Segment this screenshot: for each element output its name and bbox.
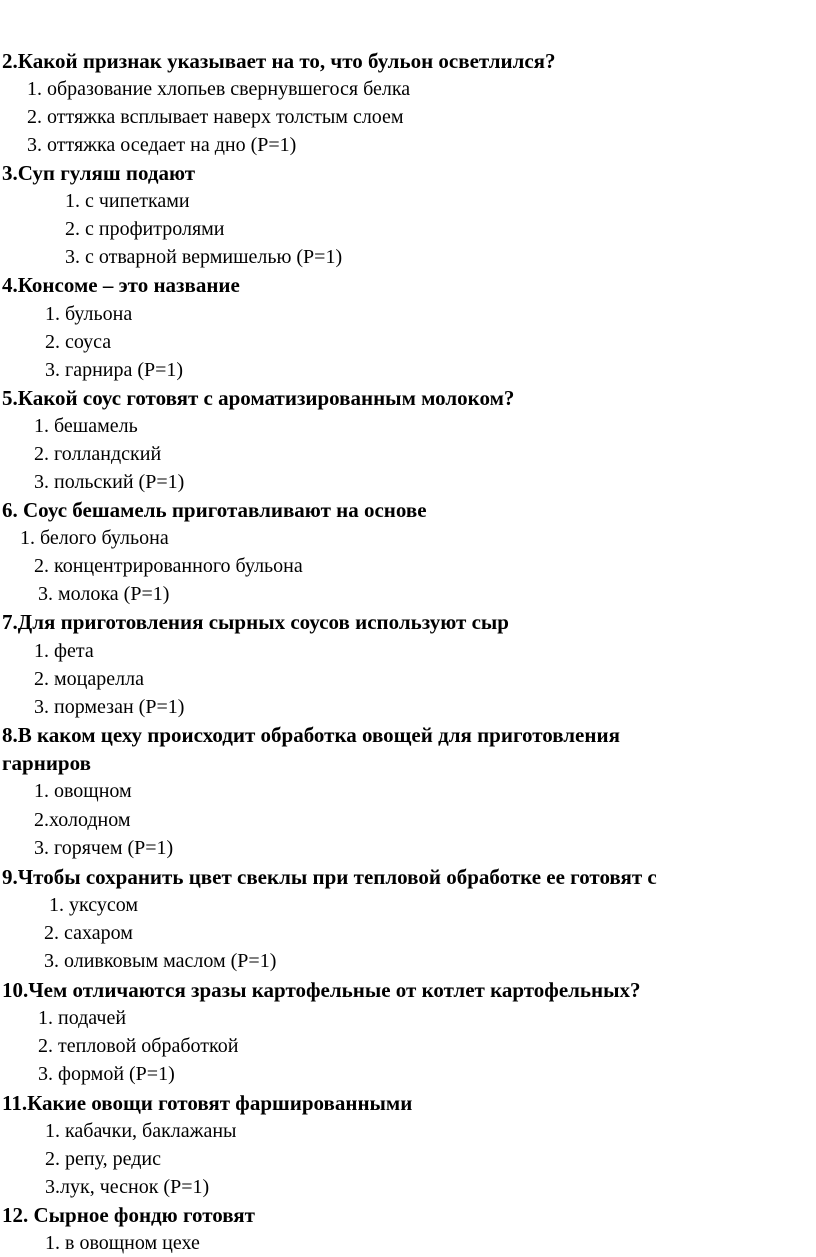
answer-option: 1. белого бульона bbox=[20, 527, 169, 549]
answer-option: 2.холодном bbox=[34, 809, 131, 831]
question-title: 9.Чтобы сохранить цвет свеклы при тепловой обработке ее готовят с bbox=[2, 865, 657, 889]
answer-option: 2. оттяжка всплывает наверх толстым слоем bbox=[27, 106, 404, 128]
question-title: 10.Чем отличаются зразы картофельные от котлет картофельных? bbox=[2, 978, 641, 1002]
answer-option: 1. уксусом bbox=[49, 894, 138, 916]
question-title: 5.Какой соус готовят с ароматизированным молоком? bbox=[2, 386, 515, 410]
answer-option: 1. бульона bbox=[45, 303, 133, 325]
answer-option: 1. образование хлопьев свернувшегося белка bbox=[27, 78, 411, 100]
question-title: 8.В каком цеху происходит обработка овощей для приготовления bbox=[2, 723, 620, 747]
answer-option: 3. формой (Р=1) bbox=[38, 1063, 175, 1085]
answer-option: 2. соуса bbox=[45, 331, 112, 353]
answer-option: 1. кабачки, баклажаны bbox=[45, 1120, 237, 1142]
answer-option: 2. с профитролями bbox=[65, 218, 225, 240]
answer-option: 3. гарнира (Р=1) bbox=[45, 359, 184, 381]
question-title: 7.Для приготовления сырных соусов используют сыр bbox=[2, 610, 509, 634]
question-title: 3.Суп гуляш подают bbox=[2, 161, 196, 185]
question-title: 12. Сырное фондю готовят bbox=[2, 1203, 255, 1227]
answer-option: 1. бешамель bbox=[34, 415, 138, 437]
answer-option: 1. фета bbox=[34, 640, 94, 662]
question-title-continuation: гарниров bbox=[2, 751, 91, 775]
question-title: 2.Какой признак указывает на то, что бульон осветлился? bbox=[2, 49, 556, 73]
question-title: 11.Какие овощи готовят фаршированными bbox=[2, 1091, 413, 1115]
answer-option: 2. сахаром bbox=[44, 922, 133, 944]
answer-option: 1. с чипетками bbox=[65, 190, 190, 212]
answer-option: 2. голландский bbox=[34, 443, 162, 465]
question-title: 6. Соус бешамель приготавливают на основе bbox=[2, 498, 427, 522]
answer-option: 2. тепловой обработкой bbox=[38, 1035, 239, 1057]
answer-option: 3. оттяжка оседает на дно (Р=1) bbox=[27, 134, 297, 156]
answer-option: 2. концентрированного бульона bbox=[34, 555, 303, 577]
answer-option: 3. пормезан (Р=1) bbox=[34, 696, 185, 718]
answer-option: 1. в овощном цехе bbox=[45, 1232, 200, 1254]
question-title: 4.Консоме – это название bbox=[2, 273, 240, 297]
answer-option: 2. моцарелла bbox=[34, 668, 144, 690]
answer-option: 3. польский (Р=1) bbox=[34, 471, 185, 493]
answer-option: 3. молока (Р=1) bbox=[38, 583, 170, 605]
answer-option: 3. оливковым маслом (Р=1) bbox=[44, 950, 277, 972]
answer-option: 1. подачей bbox=[38, 1007, 127, 1029]
answer-option: 3. горячем (Р=1) bbox=[34, 837, 174, 859]
answer-option: 3.лук, чеснок (Р=1) bbox=[45, 1176, 210, 1198]
answer-option: 3. с отварной вермишелью (Р=1) bbox=[65, 246, 343, 268]
answer-option: 1. овощном bbox=[34, 780, 132, 802]
answer-option: 2. репу, редис bbox=[45, 1148, 161, 1170]
